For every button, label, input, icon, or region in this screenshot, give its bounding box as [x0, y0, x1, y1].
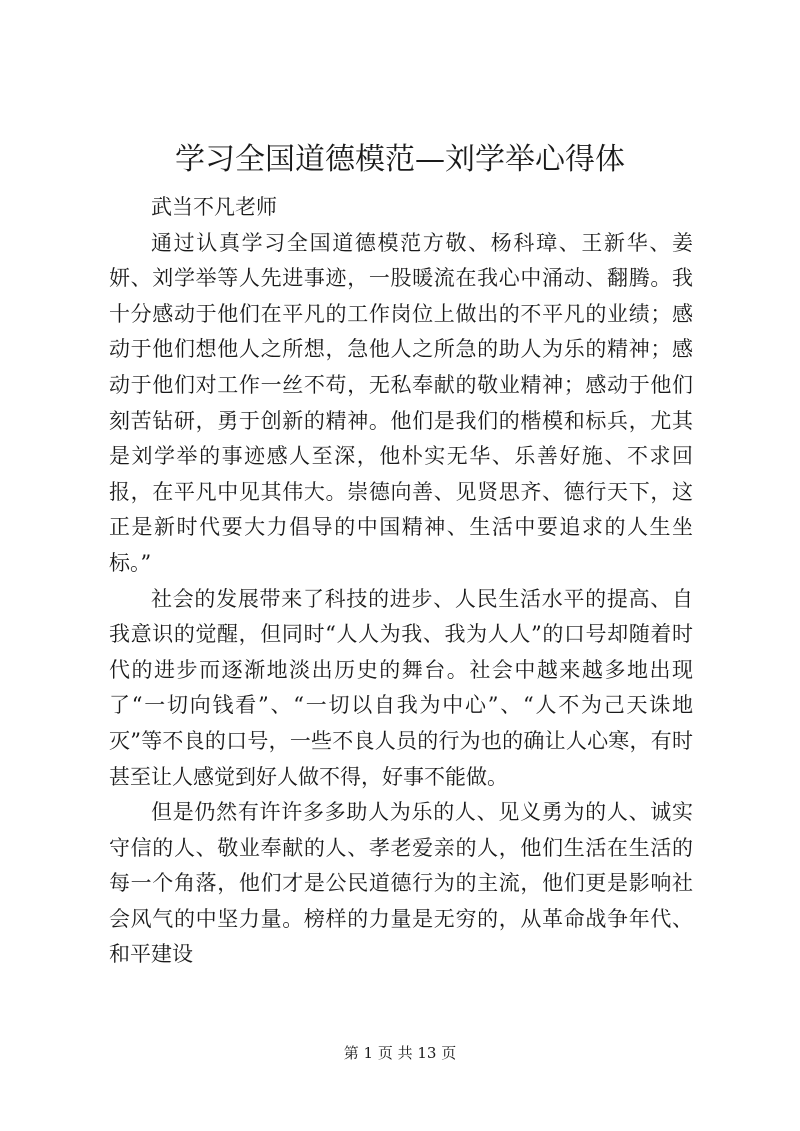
paragraph-2: 社会的发展带来了科技的进步、人民生活水平的提高、自我意识的觉醒，但同时“人人为我、我为人人”的口号却随着时代的进步而逐渐地淡出历史的舞台。社会中越来越多地出现了“一切向钱看”、“一切以自我为中心”、“人不为己天诛地灭”等不良的口号，一些不良人员的行为也的确让人心寒，有时甚至让人感觉到好人做不得，好事不能做。 [109, 586, 693, 789]
paragraph-3: 但是仍然有许许多多助人为乐的人、见义勇为的人、诚实守信的人、敬业奉献的人、孝老爱亲的人，他们生活在生活的每一个角落，他们才是公民道德行为的主流，他们更是影响社会风气的中坚力量。榜样的力量是无穷的，从革命战争年代、和平建设 [109, 800, 693, 967]
paragraph-1: 通过认真学习全国道德模范方敬、杨科璋、王新华、姜妍、刘学举等人先进事迹，一股暖流在我心中涌动、翻腾。我十分感动于他们在平凡的工作岗位上做出的不平凡的业绩；感动于他们想他人之所想，急他人之所急的助人为乐的精神；感动于他们对工作一丝不苟，无私奉献的敬业精神；感动于他们刻苦钻研，勇于创新的精神。他们是我们的楷模和标兵，尤其是刘学举的事迹感人至深，他朴实无华、乐善好施、不求回报，在平凡中见其伟大。崇德向善、见贤思齐、德行天下，这正是新时代要大力倡导的中国精神、生活中要追求的人生坐标。” [109, 230, 693, 575]
author-line: 武当不凡老师 [151, 195, 277, 219]
document-title: 学习全国道德模范—刘学举心得体 [175, 142, 625, 177]
document-body [109, 190, 693, 973]
page-number-footer: 第 1 页 共 13 页 [343, 1044, 457, 1062]
